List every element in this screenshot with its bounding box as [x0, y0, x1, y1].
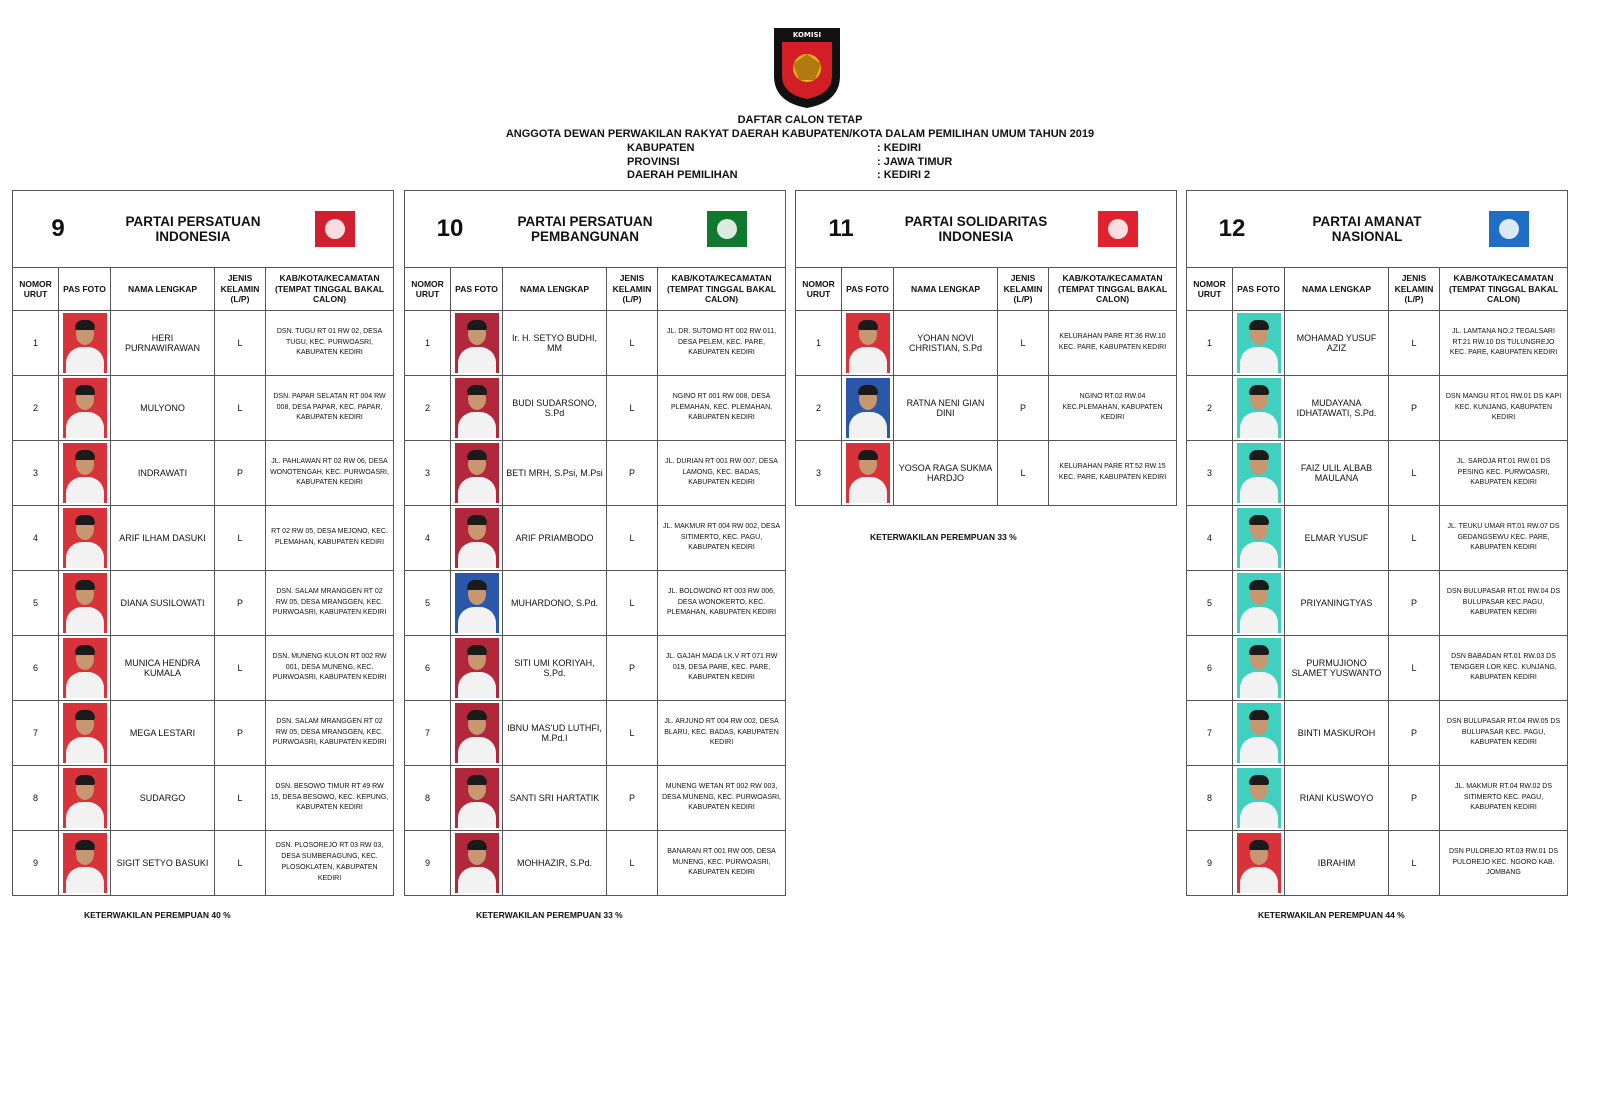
candidate-photo — [1237, 378, 1281, 438]
candidate-row — [1187, 701, 1568, 766]
women-representation-note: KETERWAKILAN PEREMPUAN 33 % — [870, 532, 1017, 542]
candidate-row — [13, 376, 394, 441]
column-header: PAS FOTO — [451, 268, 503, 311]
candidate-photo — [455, 833, 499, 893]
candidate-row — [13, 506, 394, 571]
column-header: JENIS KELAMIN (L/P) — [215, 268, 266, 311]
candidate-row — [1187, 506, 1568, 571]
meta-row-dapil: DAERAH PEMILIHAN : KEDIRI 2 — [627, 169, 931, 181]
candidate-photo-cell — [59, 571, 111, 636]
party-header — [1187, 191, 1568, 268]
candidate-address: DSN. TUGU RT 01 RW 02, DESA TUGU, KEC. PURWOASRI, KABUPATEN KEDIRI — [266, 311, 394, 376]
candidate-sex: L — [215, 506, 266, 571]
column-header-row — [13, 268, 394, 311]
column-header-row — [1187, 268, 1568, 311]
candidate-row — [1187, 441, 1568, 506]
column-header: JENIS KELAMIN (L/P) — [1389, 268, 1440, 311]
candidate-number: 2 — [796, 376, 842, 441]
candidate-address: DSN. SALAM MRANGGEN RT 02 RW 05, DESA MRANGGEN, KEC. PURWOASRI, KABUPATEN KEDIRI — [266, 701, 394, 766]
candidate-sex: L — [607, 701, 658, 766]
party-number: 10 — [436, 215, 464, 242]
candidate-address: DSN. PLOSOREJO RT 03 RW 03, DESA SUMBERAGUNG, KEC. PLOSOKLATEN, KABUPATEN KEDIRI — [266, 831, 394, 896]
candidate-address: BANARAN RT 001 RW 005, DESA MUNENG, KEC. PURWOASRI, KABUPATEN KEDIRI — [658, 831, 786, 896]
party-number: 9 — [51, 215, 65, 242]
candidate-sex: P — [607, 441, 658, 506]
candidate-sex: P — [1389, 376, 1440, 441]
candidate-row — [13, 766, 394, 831]
party-10-table — [404, 190, 785, 896]
candidate-number: 4 — [1187, 506, 1233, 571]
candidate-photo-cell — [59, 376, 111, 441]
candidate-name: IBRAHIM — [1285, 831, 1389, 896]
candidate-address: JL. MAKMUR RT 004 RW 002, DESA SITIMERTO, KEC. PAGU, KABUPATEN KEDIRI — [658, 506, 786, 571]
svg-text:KOMISI: KOMISI — [792, 31, 822, 39]
candidate-photo-cell — [451, 376, 503, 441]
column-header: KAB/KOTA/KECAMATAN (TEMPAT TINGGAL BAKAL CALON) — [1049, 268, 1177, 311]
candidate-photo — [1237, 833, 1281, 893]
candidate-number: 8 — [1187, 766, 1233, 831]
column-header: JENIS KELAMIN (L/P) — [607, 268, 658, 311]
candidate-name: MUDAYANA IDHATAWATI, S.Pd. — [1285, 376, 1389, 441]
candidate-address: JL. TEUKU UMAR RT.01 RW.07 DS GEDANGSEWU KEC. PARE, KABUPATEN KEDIRI — [1440, 506, 1568, 571]
candidate-address: RT 02 RW 05, DESA MEJONO, KEC. PLEMAHAN, KABUPATEN KEDIRI — [266, 506, 394, 571]
candidate-name: YOSOA RAGA SUKMA HARDJO — [894, 441, 998, 506]
candidate-sex: P — [1389, 571, 1440, 636]
column-header: NOMOR URUT — [13, 268, 59, 311]
candidate-name: ELMAR YUSUF — [1285, 506, 1389, 571]
candidate-photo — [455, 443, 499, 503]
candidate-photo — [455, 378, 499, 438]
candidate-number: 7 — [1187, 701, 1233, 766]
candidate-address: NGINO RT 001 RW 008, DESA PLEMAHAN, KEC. PLEMAHAN, KABUPATEN KEDIRI — [658, 376, 786, 441]
women-representation-note: KETERWAKILAN PEREMPUAN 33 % — [476, 910, 623, 920]
candidate-name: MEGA LESTARI — [111, 701, 215, 766]
candidate-photo — [1237, 703, 1281, 763]
candidate-address: DSN. PAPAR SELATAN RT 004 RW 008, DESA PAPAR, KEC. PAPAR, KABUPATEN KEDIRI — [266, 376, 394, 441]
candidate-photo — [63, 508, 107, 568]
candidate-name: MOHAMAD YUSUF AZIZ — [1285, 311, 1389, 376]
candidate-address: JL. DR. SUTOMO RT 002 RW 011, DESA PELEM, KEC. PARE, KABUPATEN KEDIRI — [658, 311, 786, 376]
candidate-photo — [63, 313, 107, 373]
candidate-address: JL. GAJAH MADA LK.V RT 071 RW 019, DESA PARE, KEC. PARE, KABUPATEN KEDIRI — [658, 636, 786, 701]
candidate-name: Ir. H. SETYO BUDHI, MM — [503, 311, 607, 376]
candidate-number: 4 — [405, 506, 451, 571]
candidate-photo — [63, 768, 107, 828]
candidate-row — [405, 506, 786, 571]
candidate-photo-cell — [451, 636, 503, 701]
candidate-number: 1 — [405, 311, 451, 376]
candidate-address: DSN. SALAM MRANGGEN RT 02 RW 05, DESA MRANGGEN, KEC. PURWOASRI, KABUPATEN KEDIRI — [266, 571, 394, 636]
candidate-photo-cell — [59, 766, 111, 831]
candidate-photo-cell — [59, 311, 111, 376]
candidate-name: BUDI SUDARSONO, S.Pd — [503, 376, 607, 441]
candidate-number: 3 — [13, 441, 59, 506]
candidate-number: 7 — [13, 701, 59, 766]
column-header: PAS FOTO — [1233, 268, 1285, 311]
candidate-sex: L — [215, 636, 266, 701]
meta-row-provinsi: PROVINSI : JAWA TIMUR — [627, 155, 953, 168]
candidate-name: INDRAWATI — [111, 441, 215, 506]
candidate-photo-cell — [451, 441, 503, 506]
candidate-name: MULYONO — [111, 376, 215, 441]
candidate-sex: L — [1389, 506, 1440, 571]
document-title: DAFTAR CALON TETAP — [737, 114, 863, 126]
candidate-photo-cell — [1233, 441, 1285, 506]
candidate-number: 9 — [13, 831, 59, 896]
meta-row-kabupaten: KABUPATEN : KEDIRI — [627, 142, 921, 154]
candidate-name: IBNU MAS'UD LUTHFI, M.Pd.I — [503, 701, 607, 766]
party-12-table — [1186, 190, 1567, 896]
candidate-photo — [63, 443, 107, 503]
candidate-number: 9 — [1187, 831, 1233, 896]
candidate-photo — [455, 638, 499, 698]
candidate-photo-cell — [1233, 506, 1285, 571]
candidate-number: 5 — [13, 571, 59, 636]
party-logo-icon — [1479, 207, 1539, 251]
column-header: NOMOR URUT — [796, 268, 842, 311]
candidate-row — [13, 441, 394, 506]
candidate-photo — [63, 833, 107, 893]
candidate-photo — [1237, 443, 1281, 503]
candidate-name: FAIZ ULIL ALBAB MAULANA — [1285, 441, 1389, 506]
column-header: NAMA LENGKAP — [111, 268, 215, 311]
column-header: PAS FOTO — [59, 268, 111, 311]
candidate-sex: L — [607, 571, 658, 636]
candidate-sex: P — [607, 636, 658, 701]
column-header: KAB/KOTA/KECAMATAN (TEMPAT TINGGAL BAKAL CALON) — [658, 268, 786, 311]
candidate-row — [405, 311, 786, 376]
candidate-address: JL. BOLOWONO RT 003 RW 006, DESA WONOKERTO, KEC. PLEMAHAN, KABUPATEN KEDIRI — [658, 571, 786, 636]
candidate-photo — [846, 378, 890, 438]
column-header: JENIS KELAMIN (L/P) — [998, 268, 1049, 311]
party-number: 11 — [828, 215, 854, 242]
party-11-table — [795, 190, 1176, 506]
column-header-row — [796, 268, 1177, 311]
candidate-photo — [846, 313, 890, 373]
candidate-sex: L — [998, 311, 1049, 376]
candidate-row — [13, 701, 394, 766]
women-representation-note: KETERWAKILAN PEREMPUAN 40 % — [84, 910, 231, 920]
candidate-sex: P — [1389, 766, 1440, 831]
candidate-name: BINTI MASKUROH — [1285, 701, 1389, 766]
candidate-photo — [1237, 508, 1281, 568]
candidate-table — [12, 190, 394, 896]
candidate-number: 3 — [405, 441, 451, 506]
candidate-row — [405, 441, 786, 506]
candidate-photo — [455, 573, 499, 633]
candidate-photo-cell — [451, 571, 503, 636]
candidate-photo-cell — [451, 311, 503, 376]
candidate-photo-cell — [842, 311, 894, 376]
women-representation-note: KETERWAKILAN PEREMPUAN 44 % — [1258, 910, 1405, 920]
candidate-address: DSN BULUPASAR RT.01 RW.04 DS BULUPASAR KEC.PAGU, KABUPATEN KEDIRI — [1440, 571, 1568, 636]
candidate-row — [405, 831, 786, 896]
candidate-name: MUNICA HENDRA KUMALA — [111, 636, 215, 701]
document-subtitle: ANGGOTA DEWAN PERWAKILAN RAKYAT DAERAH KABUPATEN/KOTA DALAM PEMILIHAN UMUM TAHUN 2019 — [505, 127, 1095, 140]
candidate-sex: L — [215, 311, 266, 376]
candidate-sex: P — [1389, 701, 1440, 766]
candidate-address: DSN BABADAN RT.01 RW.03 DS TENGGER LOR KEC. KUNJANG, KABUPATEN KEDIRI — [1440, 636, 1568, 701]
kpu-logo — [768, 24, 846, 110]
candidate-number: 1 — [1187, 311, 1233, 376]
candidate-sex: L — [1389, 636, 1440, 701]
candidate-row — [796, 311, 1177, 376]
candidate-address: KELURAHAN PARE RT.52 RW.15 KEC. PARE, KABUPATEN KEDIRI — [1049, 441, 1177, 506]
candidate-address: MUNENG WETAN RT 002 RW 003, DESA MUNENG, KEC. PURWOASRI, KABUPATEN KEDIRI — [658, 766, 786, 831]
candidate-photo — [455, 703, 499, 763]
candidate-name: MUHARDONO, S.Pd. — [503, 571, 607, 636]
candidate-photo — [1237, 768, 1281, 828]
party-header — [405, 191, 786, 268]
candidate-sex: L — [607, 831, 658, 896]
candidate-photo-cell — [59, 506, 111, 571]
candidate-photo — [455, 313, 499, 373]
candidate-number: 6 — [1187, 636, 1233, 701]
candidate-sex: L — [607, 506, 658, 571]
candidate-address: DSN. MUNENG KULON RT 002 RW 001, DESA MUNENG, KEC. PURWOASRI, KABUPATEN KEDIRI — [266, 636, 394, 701]
candidate-sex: L — [607, 311, 658, 376]
candidate-number: 2 — [405, 376, 451, 441]
candidate-name: SIGIT SETYO BASUKI — [111, 831, 215, 896]
candidate-number: 2 — [13, 376, 59, 441]
candidate-row — [1187, 311, 1568, 376]
candidate-photo-cell — [451, 766, 503, 831]
candidate-number: 8 — [405, 766, 451, 831]
candidate-photo-cell — [842, 376, 894, 441]
party-logo-icon — [305, 207, 365, 251]
column-header: NAMA LENGKAP — [503, 268, 607, 311]
candidate-number: 1 — [796, 311, 842, 376]
candidate-row — [13, 571, 394, 636]
candidate-row — [796, 376, 1177, 441]
candidate-number: 7 — [405, 701, 451, 766]
candidate-row — [1187, 831, 1568, 896]
candidate-number: 3 — [796, 441, 842, 506]
candidate-number: 6 — [405, 636, 451, 701]
candidate-photo — [63, 638, 107, 698]
column-header: NOMOR URUT — [1187, 268, 1233, 311]
candidate-name: YOHAN NOVI CHRISTIAN, S.Pd — [894, 311, 998, 376]
candidate-photo — [63, 573, 107, 633]
candidate-row — [13, 311, 394, 376]
party-header — [796, 191, 1177, 268]
candidate-name: SITI UMI KORIYAH, S.Pd. — [503, 636, 607, 701]
candidate-address: JL. LAMTANA NO.2 TEGALSARI RT.21 RW.10 DS TULUNGREJO KEC. PARE, KABUPATEN KEDIRI — [1440, 311, 1568, 376]
column-header: KAB/KOTA/KECAMATAN (TEMPAT TINGGAL BAKAL CALON) — [1440, 268, 1568, 311]
candidate-address: JL. SAROJA RT.01 RW.01 DS PESING KEC. PURWOASRI, KABUPATEN KEDIRI — [1440, 441, 1568, 506]
party-name: PARTAI SOLIDARITAS INDONESIA — [904, 214, 1048, 244]
party-name: PARTAI PERSATUAN PEMBANGUNAN — [517, 214, 653, 244]
candidate-row — [405, 376, 786, 441]
candidate-photo-cell — [1233, 701, 1285, 766]
column-header-row — [405, 268, 786, 311]
candidate-name: MOHHAZIR, S.Pd. — [503, 831, 607, 896]
candidate-photo-cell — [451, 831, 503, 896]
candidate-sex: P — [215, 571, 266, 636]
candidate-photo-cell — [59, 636, 111, 701]
candidate-photo — [1237, 638, 1281, 698]
candidate-number: 1 — [13, 311, 59, 376]
column-header: NOMOR URUT — [405, 268, 451, 311]
party-logo-icon — [697, 207, 757, 251]
candidate-sex: P — [998, 376, 1049, 441]
party-name: PARTAI AMANAT NASIONAL — [1312, 214, 1422, 244]
candidate-sex: L — [1389, 831, 1440, 896]
party-logo-icon — [1088, 207, 1148, 251]
candidate-name: SANTI SRI HARTATIK — [503, 766, 607, 831]
candidate-name: DIANA SUSILOWATI — [111, 571, 215, 636]
candidate-sex: P — [215, 701, 266, 766]
candidate-row — [405, 636, 786, 701]
candidate-name: HERI PURNAWIRAWAN — [111, 311, 215, 376]
document-header — [0, 114, 1600, 141]
candidate-row — [405, 571, 786, 636]
candidate-photo-cell — [1233, 831, 1285, 896]
candidate-row — [796, 441, 1177, 506]
candidate-address: JL. DURIAN RT 001 RW 007, DESA LAMONG, KEC. BADAS, KABUPATEN KEDIRI — [658, 441, 786, 506]
candidate-number: 3 — [1187, 441, 1233, 506]
candidate-photo — [63, 703, 107, 763]
column-header: PAS FOTO — [842, 268, 894, 311]
party-9-table — [12, 190, 393, 896]
candidate-sex: L — [998, 441, 1049, 506]
candidate-number: 2 — [1187, 376, 1233, 441]
candidate-row — [1187, 636, 1568, 701]
candidate-photo-cell — [1233, 571, 1285, 636]
candidate-photo-cell — [1233, 636, 1285, 701]
candidate-row — [1187, 571, 1568, 636]
candidate-row — [405, 701, 786, 766]
candidate-number: 8 — [13, 766, 59, 831]
candidate-sex: L — [1389, 311, 1440, 376]
candidate-photo-cell — [842, 441, 894, 506]
candidate-number: 5 — [1187, 571, 1233, 636]
candidate-photo-cell — [59, 441, 111, 506]
candidate-address: KELURAHAN PARE RT.36 RW.10 KEC. PARE, KABUPATEN KEDIRI — [1049, 311, 1177, 376]
candidate-photo-cell — [451, 506, 503, 571]
candidate-photo-cell — [59, 831, 111, 896]
candidate-row — [1187, 376, 1568, 441]
column-header: NAMA LENGKAP — [1285, 268, 1389, 311]
candidate-row — [13, 831, 394, 896]
column-header: KAB/KOTA/KECAMATAN (TEMPAT TINGGAL BAKAL CALON) — [266, 268, 394, 311]
candidate-address: NGINO RT.02 RW.04 KEC.PLEMAHAN, KABUPATEN KEDIRI — [1049, 376, 1177, 441]
party-number: 12 — [1218, 215, 1246, 242]
candidate-name: SUDARGO — [111, 766, 215, 831]
candidate-sex: L — [215, 376, 266, 441]
candidate-photo-cell — [1233, 766, 1285, 831]
candidate-name: ARIF ILHAM DASUKI — [111, 506, 215, 571]
candidate-address: DSN. BESOWO TIMUR RT 49 RW 15, DESA BESOWO, KEC. KEPUNG, KABUPATEN KEDIRI — [266, 766, 394, 831]
candidate-sex: L — [215, 766, 266, 831]
party-header — [13, 191, 394, 268]
candidate-sex: P — [607, 766, 658, 831]
candidate-photo-cell — [1233, 311, 1285, 376]
candidate-table — [795, 190, 1177, 506]
candidate-address: DSN BULUPASAR RT.04 RW.05 DS BULUPASAR KEC. PAGU, KABUPATEN KEDIRI — [1440, 701, 1568, 766]
candidate-table — [1186, 190, 1568, 896]
candidate-photo-cell — [451, 701, 503, 766]
region-meta — [627, 142, 952, 183]
candidate-address: DSN MANGU RT.01 RW.01 DS KAPI KEC. KUNJANG, KABUPATEN KEDIRI — [1440, 376, 1568, 441]
candidate-photo — [1237, 573, 1281, 633]
party-name: PARTAI PERSATUAN INDONESIA — [125, 214, 261, 244]
candidate-address: DSN PULOREJO RT.03 RW.01 DS PULOREJO KEC. NGORO KAB. JOMBANG — [1440, 831, 1568, 896]
candidate-sex: L — [1389, 441, 1440, 506]
candidate-photo — [846, 443, 890, 503]
candidate-sex: L — [607, 376, 658, 441]
candidate-photo — [455, 768, 499, 828]
candidate-table — [404, 190, 786, 896]
candidate-name: RIANI KUSWOYO — [1285, 766, 1389, 831]
candidate-row — [1187, 766, 1568, 831]
candidate-sex: L — [215, 831, 266, 896]
candidate-photo — [63, 378, 107, 438]
candidate-number: 4 — [13, 506, 59, 571]
candidate-number: 5 — [405, 571, 451, 636]
candidate-name: PURMUJIONO SLAMET YUSWANTO — [1285, 636, 1389, 701]
candidate-number: 6 — [13, 636, 59, 701]
column-header: NAMA LENGKAP — [894, 268, 998, 311]
candidate-row — [13, 636, 394, 701]
candidate-photo — [1237, 313, 1281, 373]
candidate-address: JL. MAKMUR RT.04 RW.02 DS SITIMERTO KEC. PAGU, KABUPATEN KEDIRI — [1440, 766, 1568, 831]
candidate-row — [405, 766, 786, 831]
candidate-name: ARIF PRIAMBODO — [503, 506, 607, 571]
candidate-address: JL. ARJUNO RT 004 RW 002, DESA BLARU, KEC. BADAS, KABUPATEN KEDIRI — [658, 701, 786, 766]
candidate-photo-cell — [59, 701, 111, 766]
candidate-photo — [455, 508, 499, 568]
candidate-number: 9 — [405, 831, 451, 896]
candidate-name: RATNA NENI GIAN DINI — [894, 376, 998, 441]
candidate-sex: P — [215, 441, 266, 506]
candidate-name: PRIYANINGTYAS — [1285, 571, 1389, 636]
candidate-name: BETI MRH, S.Psi, M.Psi — [503, 441, 607, 506]
candidate-photo-cell — [1233, 376, 1285, 441]
candidate-address: JL. PAHLAWAN RT 02 RW 06, DESA WONOTENGAH, KEC. PURWOASRI, KABUPATEN KEDIRI — [266, 441, 394, 506]
